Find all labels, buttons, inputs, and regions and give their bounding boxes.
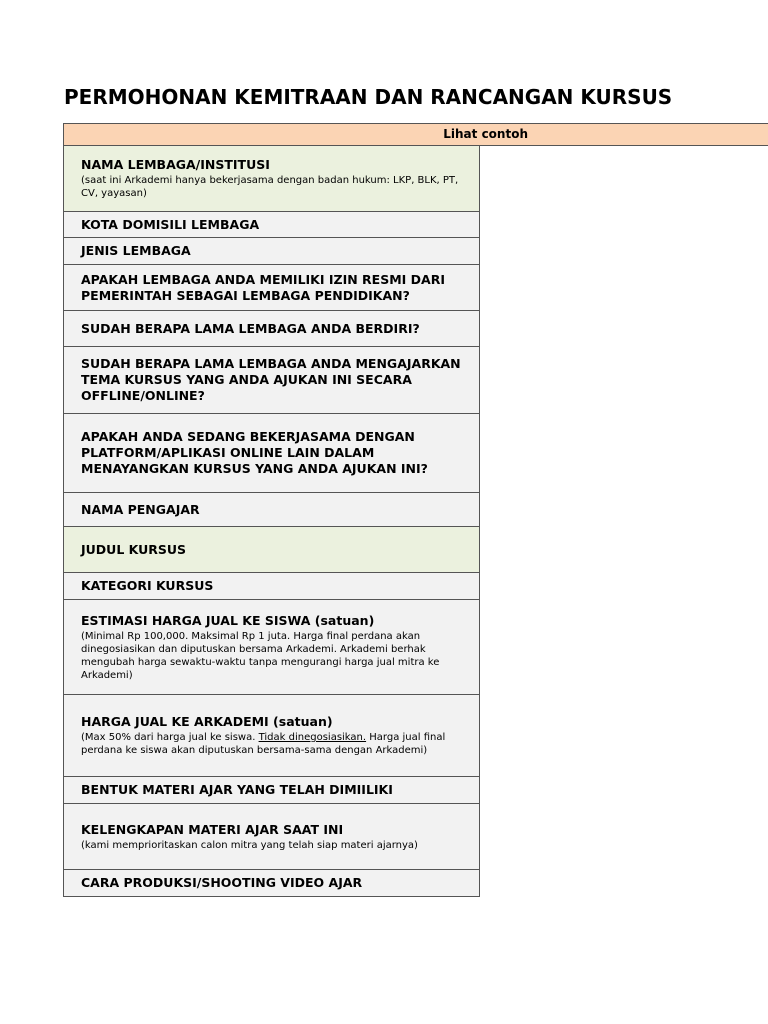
- row-judul-kursus[interactable]: [64, 527, 479, 573]
- row-nama-pengajar[interactable]: [64, 493, 479, 527]
- row-kategori-kursus[interactable]: [64, 573, 479, 600]
- row-label: KELENGKAPAN MATERI AJAR SAAT INI: [81, 821, 344, 837]
- row-label: NAMA LEMBAGA/INSTITUSI: [81, 157, 270, 172]
- page-title: PERMOHONAN KEMITRAAN DAN RANCANGAN KURSUS: [64, 85, 673, 109]
- row-note: (kami memprioritaskan calon mitra yang telah siap materi ajarnya): [81, 839, 418, 851]
- row-harga-arkademi[interactable]: [64, 695, 479, 777]
- note-part: (Max 50% dari harga jual ke siswa.: [81, 732, 259, 743]
- row-cara-produksi[interactable]: [64, 870, 479, 897]
- row-kota-domisili[interactable]: [64, 212, 479, 238]
- row-label: SUDAH BERAPA LAMA LEMBAGA ANDA MENGAJARKAN TEMA KURSUS YANG ANDA AJUKAN INI SECARA OFFLINE/ONLINE?: [81, 356, 461, 403]
- row-nama-lembaga[interactable]: [64, 146, 479, 212]
- form-table: [63, 146, 480, 897]
- row-lama-berdiri[interactable]: [64, 311, 479, 347]
- row-label: JUDUL KURSUS: [81, 541, 187, 557]
- row-kelengkapan-materi[interactable]: [64, 804, 479, 870]
- row-lama-mengajar[interactable]: [64, 347, 479, 414]
- row-label: ESTIMASI HARGA JUAL KE SISWA (satuan): [81, 612, 375, 628]
- header-note: Lihat contoh: [443, 127, 528, 141]
- row-label: KATEGORI KURSUS: [81, 578, 214, 593]
- row-label: APAKAH ANDA SEDANG BEKERJASAMA DENGAN PLATFORM/APLIKASI ONLINE LAIN DALAM MENAYANGKAN KURSUS YANG ANDA AJUKAN INI?: [81, 429, 428, 476]
- note-emphasis: Tidak dinegosiasikan.: [258, 732, 367, 743]
- row-bentuk-materi[interactable]: [64, 777, 479, 804]
- row-note: (saat ini Arkademi hanya bekerjasama dengan badan hukum: LKP, BLK, PT, CV, yayasan): [81, 175, 459, 199]
- row-label: HARGA JUAL KE ARKADEMI (satuan): [81, 714, 333, 729]
- row-label: CARA PRODUKSI/SHOOTING VIDEO AJAR: [81, 875, 363, 890]
- row-label: SUDAH BERAPA LAMA LEMBAGA ANDA BERDIRI?: [81, 320, 420, 336]
- row-note: [81, 731, 465, 757]
- row-harga-siswa[interactable]: [64, 600, 479, 695]
- row-label: JENIS LEMBAGA: [81, 243, 191, 258]
- row-label: NAMA PENGAJAR: [81, 501, 200, 517]
- header-note-cell: [63, 123, 528, 146]
- row-note: (Minimal Rp 100,000. Maksimal Rp 1 juta. Harga final perdana akan dinegosiasikan dan diputuskan bersama Arkademi. Arkademi berhak mengubah harga sewaktu-waktu tanpa mengurangi harga jual mitra ke Arkademi): [81, 630, 440, 681]
- row-label: APAKAH LEMBAGA ANDA MEMILIKI IZIN RESMI DARI PEMERINTAH SEBAGAI LEMBAGA PENDIDIKAN?: [81, 271, 445, 303]
- row-label: KOTA DOMISILI LEMBAGA: [81, 216, 260, 232]
- row-kerjasama-platform[interactable]: [64, 414, 479, 493]
- row-label: BENTUK MATERI AJAR YANG TELAH DIMIILIKI: [81, 782, 393, 797]
- row-izin-resmi[interactable]: [64, 265, 479, 311]
- row-jenis-lembaga[interactable]: [64, 238, 479, 265]
- note-part: Harga jual final perdana ke siswa akan diputuskan bersama-sama dengan Arkademi): [81, 732, 446, 756]
